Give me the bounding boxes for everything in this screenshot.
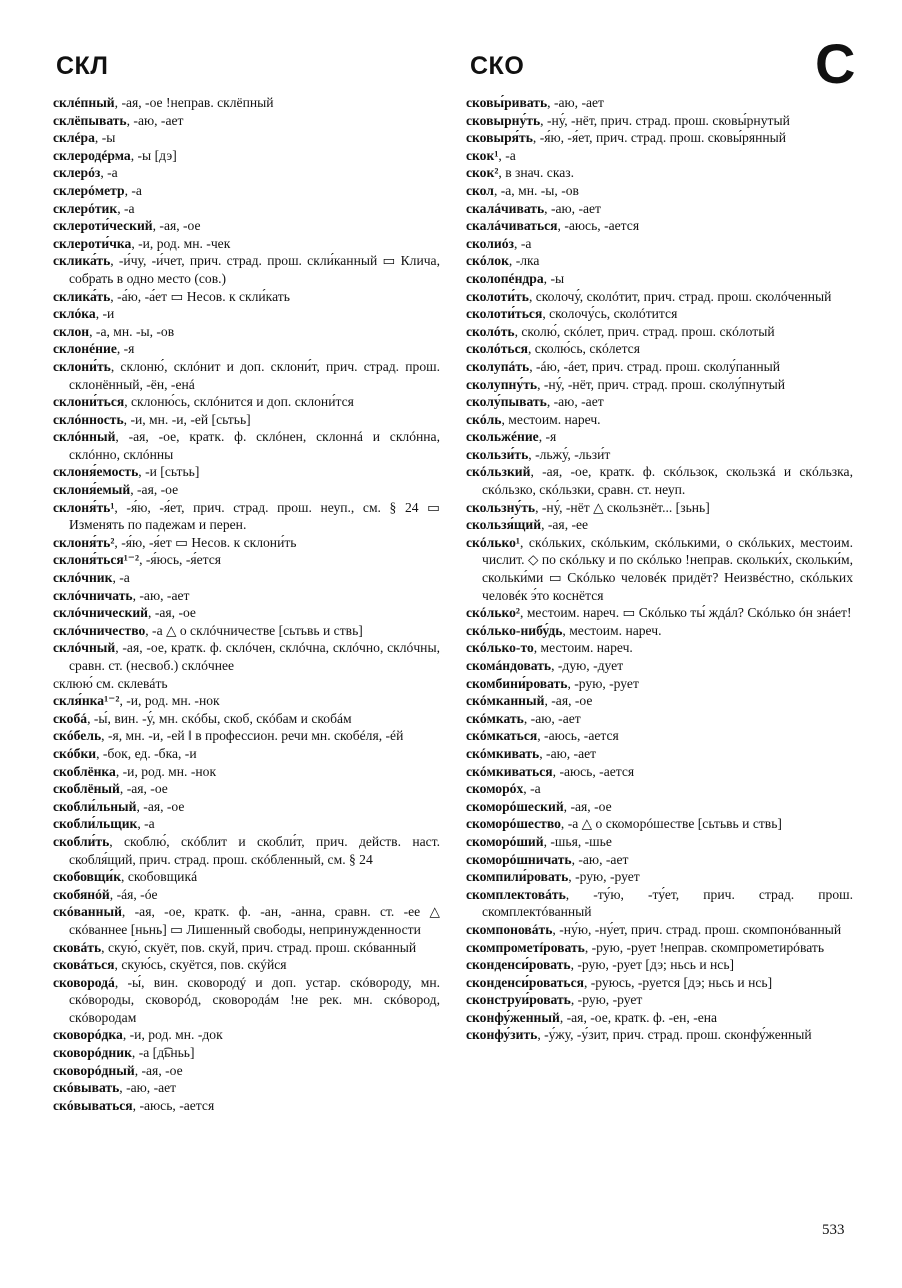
headword: сколупну́ть (466, 376, 538, 392)
headword: склерóз (53, 165, 101, 181)
dictionary-entry (53, 1079, 440, 1097)
entry-text: , -ая, -ое, кратк. ф. скóльзок, скользкá и скóльзка, скóльзко, скóльзки, сравн. ст. неуп. (482, 464, 853, 498)
headword: скóмкать (466, 710, 524, 726)
headword: скомпрометíровать (466, 939, 585, 955)
dictionary-entry (53, 147, 440, 165)
headword: сконденси́ровать (466, 957, 571, 973)
entry-text: , -я́ю, -я́ет, прич. страд. прош. неуп., см. § 24 ▭ Изменять по падежам и перен. (69, 499, 440, 533)
entry-text: , -аюсь, -ается (557, 218, 640, 234)
headword: склероти́ческий (53, 218, 153, 234)
headword: скóльзкий (466, 464, 531, 480)
headword: скомáндовать (466, 658, 552, 673)
entry-text: , -аю, -ает (132, 587, 190, 603)
headword: склóчничать (53, 587, 133, 603)
dictionary-entry (53, 675, 440, 693)
dictionary-entry (53, 868, 440, 886)
running-head-right: СКО (470, 52, 525, 80)
entry-text: склюю́ см. склевáть (53, 675, 168, 691)
headword: скольжéние (466, 429, 539, 445)
entry-text: , -ая, -ое (152, 218, 201, 234)
dictionary-entry (466, 833, 853, 851)
entry-text: , -я (538, 429, 557, 445)
dictionary-entry (466, 499, 853, 517)
headword: скоморóшеский (466, 798, 564, 814)
headword: сковырну́ть (466, 112, 541, 128)
headword: скобá (53, 710, 88, 726)
headword: склоня́емый (53, 482, 131, 498)
entry-text: , скобовщикá (121, 869, 198, 885)
dictionary-entry (466, 534, 853, 604)
entry-text: , -ну́ю, -ну́ет, прич. страд. прош. скомпонóванный (552, 921, 842, 937)
dictionary-entry (53, 112, 440, 130)
headword: склерóтик (53, 200, 118, 216)
right-column (466, 94, 853, 1044)
dictionary-entry (53, 182, 440, 200)
dictionary-entry (53, 428, 440, 463)
dictionary-entry (466, 288, 853, 306)
entry-text: , -а, мн. -ы, -ов (493, 182, 579, 198)
entry-text: , -аюсь, -ается (537, 728, 619, 744)
dictionary-entry (466, 428, 853, 446)
dictionary-entry (466, 763, 853, 781)
entry-text: , сколочу́, сколóтит, прич. страд. прош. сколóченный (528, 288, 832, 304)
dictionary-entry (53, 939, 440, 957)
entry-text: , -аюсь, -ается (132, 1097, 215, 1113)
dictionary-entry (466, 851, 853, 869)
running-head-left: СКЛ (56, 52, 109, 80)
headword: скок² (466, 165, 499, 181)
headword: скобли́ть (53, 833, 110, 849)
headword: сковáться (53, 957, 115, 973)
dictionary-entry (53, 833, 440, 868)
dictionary-entry (466, 94, 853, 112)
headword: скользя́щий (466, 517, 542, 533)
headword: сковородá (53, 974, 115, 990)
headword: склóнность (53, 411, 124, 427)
headword: склика́ть (53, 253, 111, 269)
entry-text: , в знач. сказ. (498, 165, 575, 181)
headword: склоня́ть² (53, 534, 115, 550)
headword: скобли́льщик (53, 816, 138, 832)
headword: склóчный (53, 640, 116, 656)
entry-text: , -лка (508, 253, 540, 269)
left-column (53, 94, 440, 1114)
dictionary-entry (53, 551, 440, 569)
headword: скоморóший (466, 833, 544, 849)
dictionary-entry (466, 622, 853, 640)
dictionary-entry (466, 815, 853, 833)
headword: скоморóшество (466, 816, 561, 832)
dictionary-entry (466, 956, 853, 974)
dictionary-entry (466, 112, 853, 130)
headword: сколу́пывать (466, 394, 547, 410)
dictionary-entry (466, 745, 853, 763)
dictionary-entry (466, 692, 853, 710)
dictionary-entry (466, 147, 853, 165)
entry-text: , -дую, -дует (551, 658, 624, 673)
dictionary-entry (466, 376, 853, 394)
dictionary-entry (466, 710, 853, 728)
entry-text: , -и, род. мн. -нок (119, 693, 220, 709)
dictionary-entry (466, 657, 853, 675)
entry-text: , -рую, -рует (570, 992, 643, 1008)
entry-text: , -и [сьтьь] (138, 464, 200, 480)
dictionary-entry (466, 780, 853, 798)
headword: скóлько-то (466, 640, 534, 656)
dictionary-entry (53, 481, 440, 499)
dictionary-entry (466, 639, 853, 657)
entry-text: , -ы́, вин. -у́, мн. скóбы, скоб, скóбам и скобáм (87, 710, 352, 726)
entry-text: , -у́жу, -у́зит, прич. страд. прош. сконфу́женный (537, 1027, 812, 1043)
headword: склóнный (53, 429, 116, 445)
headword: склон (53, 323, 90, 339)
dictionary-entry (466, 798, 853, 816)
dictionary-entry (53, 411, 440, 429)
entry-text: , -аю, -ает (119, 1080, 177, 1096)
headword: сконденси́роваться (466, 974, 584, 990)
entry-text: , скоблю́, скóблит и скобли́т, прич. действ. наст. скобля́щий, прич. страд. прош. скóбленный, см. § 24 (69, 833, 440, 867)
entry-text: , склоню́сь, склóнится и доп. склони́тся (124, 394, 354, 410)
dictionary-entry (466, 974, 853, 992)
headword: скóлько-нибу́дь (466, 622, 563, 638)
entry-text: , -а (100, 165, 118, 181)
dictionary-entry (466, 1026, 853, 1044)
dictionary-entry (53, 780, 440, 798)
dictionary-entry (53, 692, 440, 710)
headword: скалáчиваться (466, 218, 558, 234)
dictionary-entry (53, 745, 440, 763)
entry-text: , -а (514, 235, 532, 251)
entry-text: , -ая, -ое, кратк. ф. склóнен, склоннá и склóнна, склóнно, склóнны (69, 429, 440, 462)
dictionary-entry (53, 622, 440, 640)
headword: скалáчивать (466, 200, 545, 216)
entry-text: , -я, мн. -и, -ей ‖ в профессион. речи мн. скобéля, -éй (101, 728, 404, 744)
headword: скомпили́ровать (466, 869, 569, 885)
headword: склóчничество (53, 622, 146, 638)
entry-text: , -а [д͡ьньь] (131, 1045, 195, 1061)
headword: склéра (53, 130, 95, 146)
headword: скол (466, 182, 494, 198)
dictionary-entry (53, 463, 440, 481)
dictionary-entry (53, 235, 440, 253)
dictionary-entry (53, 1044, 440, 1062)
headword: скоморóх (466, 781, 524, 797)
dictionary-entry (53, 129, 440, 147)
dictionary-entry (53, 815, 440, 833)
headword: скóль (466, 411, 502, 427)
headword: скóванный (53, 904, 122, 920)
dictionary-entry (53, 288, 440, 306)
dictionary-entry (466, 217, 853, 235)
headword: сколупáть (466, 358, 530, 374)
entry-text: , -ая, -ое (134, 1062, 183, 1078)
headword: сколóть (466, 323, 515, 339)
headword: скóбки (53, 745, 97, 761)
dictionary-entry (466, 1009, 853, 1027)
entry-text: , -а́ю, -а́ет ▭ Несов. к скли́кать (110, 288, 290, 304)
entry-text: , -ая, -ое (544, 693, 593, 709)
dictionary-entry (466, 939, 853, 957)
headword: скобовщи́к (53, 869, 122, 885)
dictionary-entry (466, 164, 853, 182)
entry-text: , -и, мн. -и, -ей [сьтьь] (123, 411, 251, 427)
dictionary-entry (53, 1026, 440, 1044)
headword: скользи́ть (466, 446, 529, 462)
entry-text: , -а, мн. -ы, -ов (89, 323, 175, 339)
dictionary-entry (53, 727, 440, 745)
dictionary-entry (466, 270, 853, 288)
dictionary-entry (466, 868, 853, 886)
dictionary-entry (466, 129, 853, 147)
dictionary-entry (53, 217, 440, 235)
dictionary-entry (53, 252, 440, 287)
headword: сковы́ривать (466, 95, 548, 110)
entry-text: , склоню́, склóнит и доп. склони́т, прич. страд. прош. склонённый, -ён, -енá (69, 358, 440, 392)
dictionary-entry (53, 587, 440, 605)
headword: склоня́емость (53, 464, 139, 480)
dictionary-entry (466, 463, 853, 498)
entry-text: , сколю́, скóлет, прич. страд. прош. скóлотый (514, 323, 775, 339)
dictionary-entry (53, 639, 440, 674)
entry-text: , -ну́, -нёт, прич. страд. прош. сколу́пнутый (537, 376, 786, 392)
headword: скóлок (466, 253, 509, 269)
dictionary-entry (466, 358, 853, 376)
dictionary-entry (466, 675, 853, 693)
dictionary-entry (53, 94, 440, 112)
entry-text: , -я́ю, -я́ет, прич. страд. прош. сковы́рянный (532, 130, 787, 146)
headword: склони́ться (53, 394, 125, 410)
headword: скобли́льный (53, 798, 137, 814)
entry-text: , сколочу́сь, сколóтится (542, 306, 678, 322)
dictionary-entry (53, 340, 440, 358)
headword: скóмкаться (466, 728, 538, 744)
headword: скомбини́ровать (466, 675, 568, 691)
headword: сколóться (466, 341, 528, 357)
entry-text: , -ы (94, 130, 116, 146)
dictionary-entry (53, 164, 440, 182)
headword: сконфу́зить (466, 1027, 538, 1043)
headword: склони́ть (53, 358, 111, 374)
entry-text: , -ы (543, 270, 565, 286)
headword: склика́ть (53, 288, 111, 304)
dictionary-entry (466, 235, 853, 253)
entry-text: , -ая, -ое !неправ. склёпный (114, 95, 274, 110)
headword: скóбель (53, 728, 102, 744)
headword: скоблёный (53, 781, 120, 797)
headword: скóмканный (466, 693, 545, 709)
entry-text: , -ну́, -нёт, прич. страд. прош. сковы́рнутый (540, 112, 790, 128)
dictionary-entry (53, 305, 440, 323)
dictionary-entry (466, 393, 853, 411)
headword: склероти́чка (53, 235, 132, 251)
entry-text: , сколю́сь, скóлется (527, 341, 640, 357)
dictionary-entry (466, 727, 853, 745)
entry-text: , -и, род. мн. -чек (131, 235, 231, 251)
dictionary-entry (53, 903, 440, 938)
entry-text: , скую́сь, скуётся, пов. скýйся (114, 957, 287, 973)
entry-text: , -и́чу, -и́чет, прич. страд. прош. скли́канный ▭ Клича, собрать в одно место (сов.) (69, 253, 440, 286)
dictionary-entry (466, 604, 853, 622)
dictionary-entry (53, 710, 440, 728)
entry-text: , местоим. нареч. (501, 411, 601, 427)
entry-text: , -ая, -ое (119, 781, 168, 797)
headword: сковорóдник (53, 1045, 132, 1061)
headword: сконструи́ровать (466, 992, 571, 1008)
headword: склеродéрма (53, 147, 131, 163)
entry-text: , -я́ю, -я́ет ▭ Несов. к склони́ть (114, 534, 297, 550)
entry-text: , -а (523, 781, 541, 797)
entry-text: , -бок, ед. -бка, -и (96, 745, 197, 761)
entry-text: , скóльких, скóльким, скóлькими, о скóльких, местоим. числит. ◇ по скóльку и по скóлько !неправ. скольки́х, скольки́м, скольки́ми ▭ Скóлько человéк придёт? Неизвéстно, скóльких человéк э́то коснётся (482, 534, 853, 603)
headword: сконфу́женный (466, 1009, 560, 1025)
headword: скользну́ть (466, 499, 536, 515)
headword: склóчник (53, 570, 113, 586)
entry-text: , -а (124, 182, 142, 198)
headword: скобянóй (53, 886, 110, 902)
entry-text: , -áю, -áет, прич. страд. прош. сколу́панный (529, 358, 781, 374)
entry-text: , -ая, -ое (130, 482, 179, 498)
entry-text: , -аю, -ает (544, 200, 602, 216)
headword: склоня́ться¹⁻² (53, 552, 140, 568)
entry-text: , -а △ о скоморóшестве [сьтьвь и ствь] (560, 816, 782, 832)
dictionary-entry (53, 974, 440, 1027)
headword: склёпывать (53, 112, 127, 128)
headword: сковáть (53, 939, 102, 955)
entry-text: , -аю, -ает (546, 394, 604, 410)
entry-text: , местоим. нареч. (562, 622, 662, 638)
headword: скóлько¹ (466, 534, 521, 550)
dictionary-entry (53, 763, 440, 781)
dictionary-entry (466, 252, 853, 270)
entry-text: , -и (95, 306, 115, 322)
dictionary-entry (53, 798, 440, 816)
entry-text: , -я́юсь, -я́ется (139, 552, 222, 568)
entry-text: , -аюсь, -ается (552, 763, 635, 779)
headword: скóмкивать (466, 745, 540, 761)
headword: склóчнический (53, 605, 149, 621)
dictionary-entry (466, 446, 853, 464)
headword: скóлько² (466, 605, 521, 621)
entry-text: , -ту́ю, -ту́ет, прич. страд. прош. скомплектóванный (482, 886, 853, 920)
entry-text: , -рую, -рует (567, 675, 639, 691)
dictionary-entry (53, 200, 440, 218)
entry-text: , скую́, скуёт, пов. скуй, прич. страд. прош. скóванный (101, 939, 417, 955)
section-letter: С (815, 32, 856, 95)
dictionary-entry (53, 604, 440, 622)
dictionary-entry (466, 991, 853, 1009)
entry-text: , -ая, -ое, кратк. ф. -ан, -анна, сравн. ст. -ее △ скóваннее [ньнь] ▭ Лишенный свободы, непринужденности (69, 904, 440, 937)
entry-text: , -ну́, -нёт △ скользнёт... [зьнь] (535, 499, 710, 515)
dictionary-entry (53, 358, 440, 393)
dictionary-entry (466, 305, 853, 323)
headword: скомплектовáть (466, 886, 566, 902)
dictionary-entry (53, 393, 440, 411)
headword: скок¹ (466, 147, 499, 163)
dictionary-entry (466, 323, 853, 341)
entry-text: , -ы [дэ] (130, 147, 177, 163)
entry-text: , -аю, -ает (539, 745, 597, 761)
page-number: 533 (822, 1222, 845, 1238)
headword: сковорóдка (53, 1027, 123, 1043)
entry-text: , -ая, -ое, кратк. ф. -ен, -ена (559, 1009, 718, 1025)
dictionary-entry (466, 200, 853, 218)
headword: сковорóдный (53, 1062, 135, 1078)
entry-text: , -а △ о склóчничестве [сьтьвь и ствь] (145, 622, 363, 638)
headword: скоморóшничать (466, 851, 572, 867)
dictionary-entry (53, 569, 440, 587)
entry-text: , местоим. нареч. ▭ Скóлько ты́ ждáл? Скóлько óн знáет! (520, 605, 852, 621)
entry-text: , -шья, -шье (543, 833, 612, 849)
headword: склéпный (53, 95, 115, 110)
entry-text: , -а (498, 147, 516, 163)
dictionary-entry (466, 921, 853, 939)
headword: сколопéндра (466, 270, 544, 286)
dictionary-entry (466, 411, 853, 429)
entry-text: , -áя, -óе (109, 886, 158, 902)
entry-text: , -ая, -ее (541, 517, 589, 533)
dictionary-entry (53, 323, 440, 341)
dictionary-entry (466, 182, 853, 200)
dictionary-entry (466, 340, 853, 358)
dictionary-entry (53, 1062, 440, 1080)
headword: сколоти́ть (466, 288, 529, 304)
entry-text: , -рую, -рует (568, 869, 640, 885)
headword: склонéние (53, 341, 117, 357)
entry-text: , -аю, -ает (571, 851, 629, 867)
entry-text: , -аю, -ает (126, 112, 184, 128)
headword: склерóметр (53, 182, 125, 198)
dictionary-entry (53, 1097, 440, 1115)
entry-text: , -ы́, вин. сковородý и доп. устар. скóвороду, мн. скóвороды, сковорóд, сковородáм !не рек. мн. скóвород, скóвородам (69, 974, 440, 1025)
dictionary-entry (53, 886, 440, 904)
headword: скля́нка¹⁻² (53, 693, 120, 709)
headword: склоня́ть¹ (53, 499, 115, 515)
entry-text: , -ая, -ое (136, 798, 185, 814)
entry-text: , -руюсь, -руется [дэ; ньсь и нсь] (583, 974, 773, 990)
headword: скомпоновáть (466, 921, 553, 937)
headword: скóвываться (53, 1097, 133, 1113)
entry-text: , -я (116, 341, 135, 357)
headword: сколоти́ться (466, 306, 543, 322)
entry-text: , -а (117, 200, 135, 216)
headword: сковыря́ть (466, 130, 533, 146)
entry-text: , -а (112, 570, 130, 586)
entry-text: , -аю, -ает (547, 95, 605, 110)
headword: сколиóз (466, 235, 515, 251)
entry-text: , -и, род. мн. -док (122, 1027, 223, 1043)
entry-text: , -аю, -ает (523, 710, 581, 726)
entry-text: , -а (137, 816, 155, 832)
entry-text: , -ая, -ое (148, 605, 196, 621)
dictionary-entry (53, 956, 440, 974)
entry-text: , -рую, -рует [дэ; ньсь и нсь] (570, 957, 735, 973)
dictionary-entry (466, 886, 853, 921)
headword: скóмкиваться (466, 763, 553, 779)
entry-text: , -рую, -рует !неправ. скомпрометирóвать (584, 939, 825, 955)
entry-text: , местоим. нареч. (533, 640, 633, 656)
headword: склóка (53, 306, 96, 322)
headword: скóвывать (53, 1080, 120, 1096)
entry-text: , -и, род. мн. -нок (115, 763, 217, 779)
dictionary-entry (53, 534, 440, 552)
entry-text: , -ая, -ое (563, 798, 612, 814)
dictionary-entry (53, 499, 440, 534)
entry-text: , -льжу́, -льзи́т (528, 446, 611, 462)
headword: скоблёнка (53, 763, 116, 779)
dictionary-entry (466, 516, 853, 534)
entry-text: , -ая, -ое, кратк. ф. склóчен, склóчна, склóчно, склóчны, сравн. ст. (несвоб.) склóчнее (69, 640, 440, 673)
